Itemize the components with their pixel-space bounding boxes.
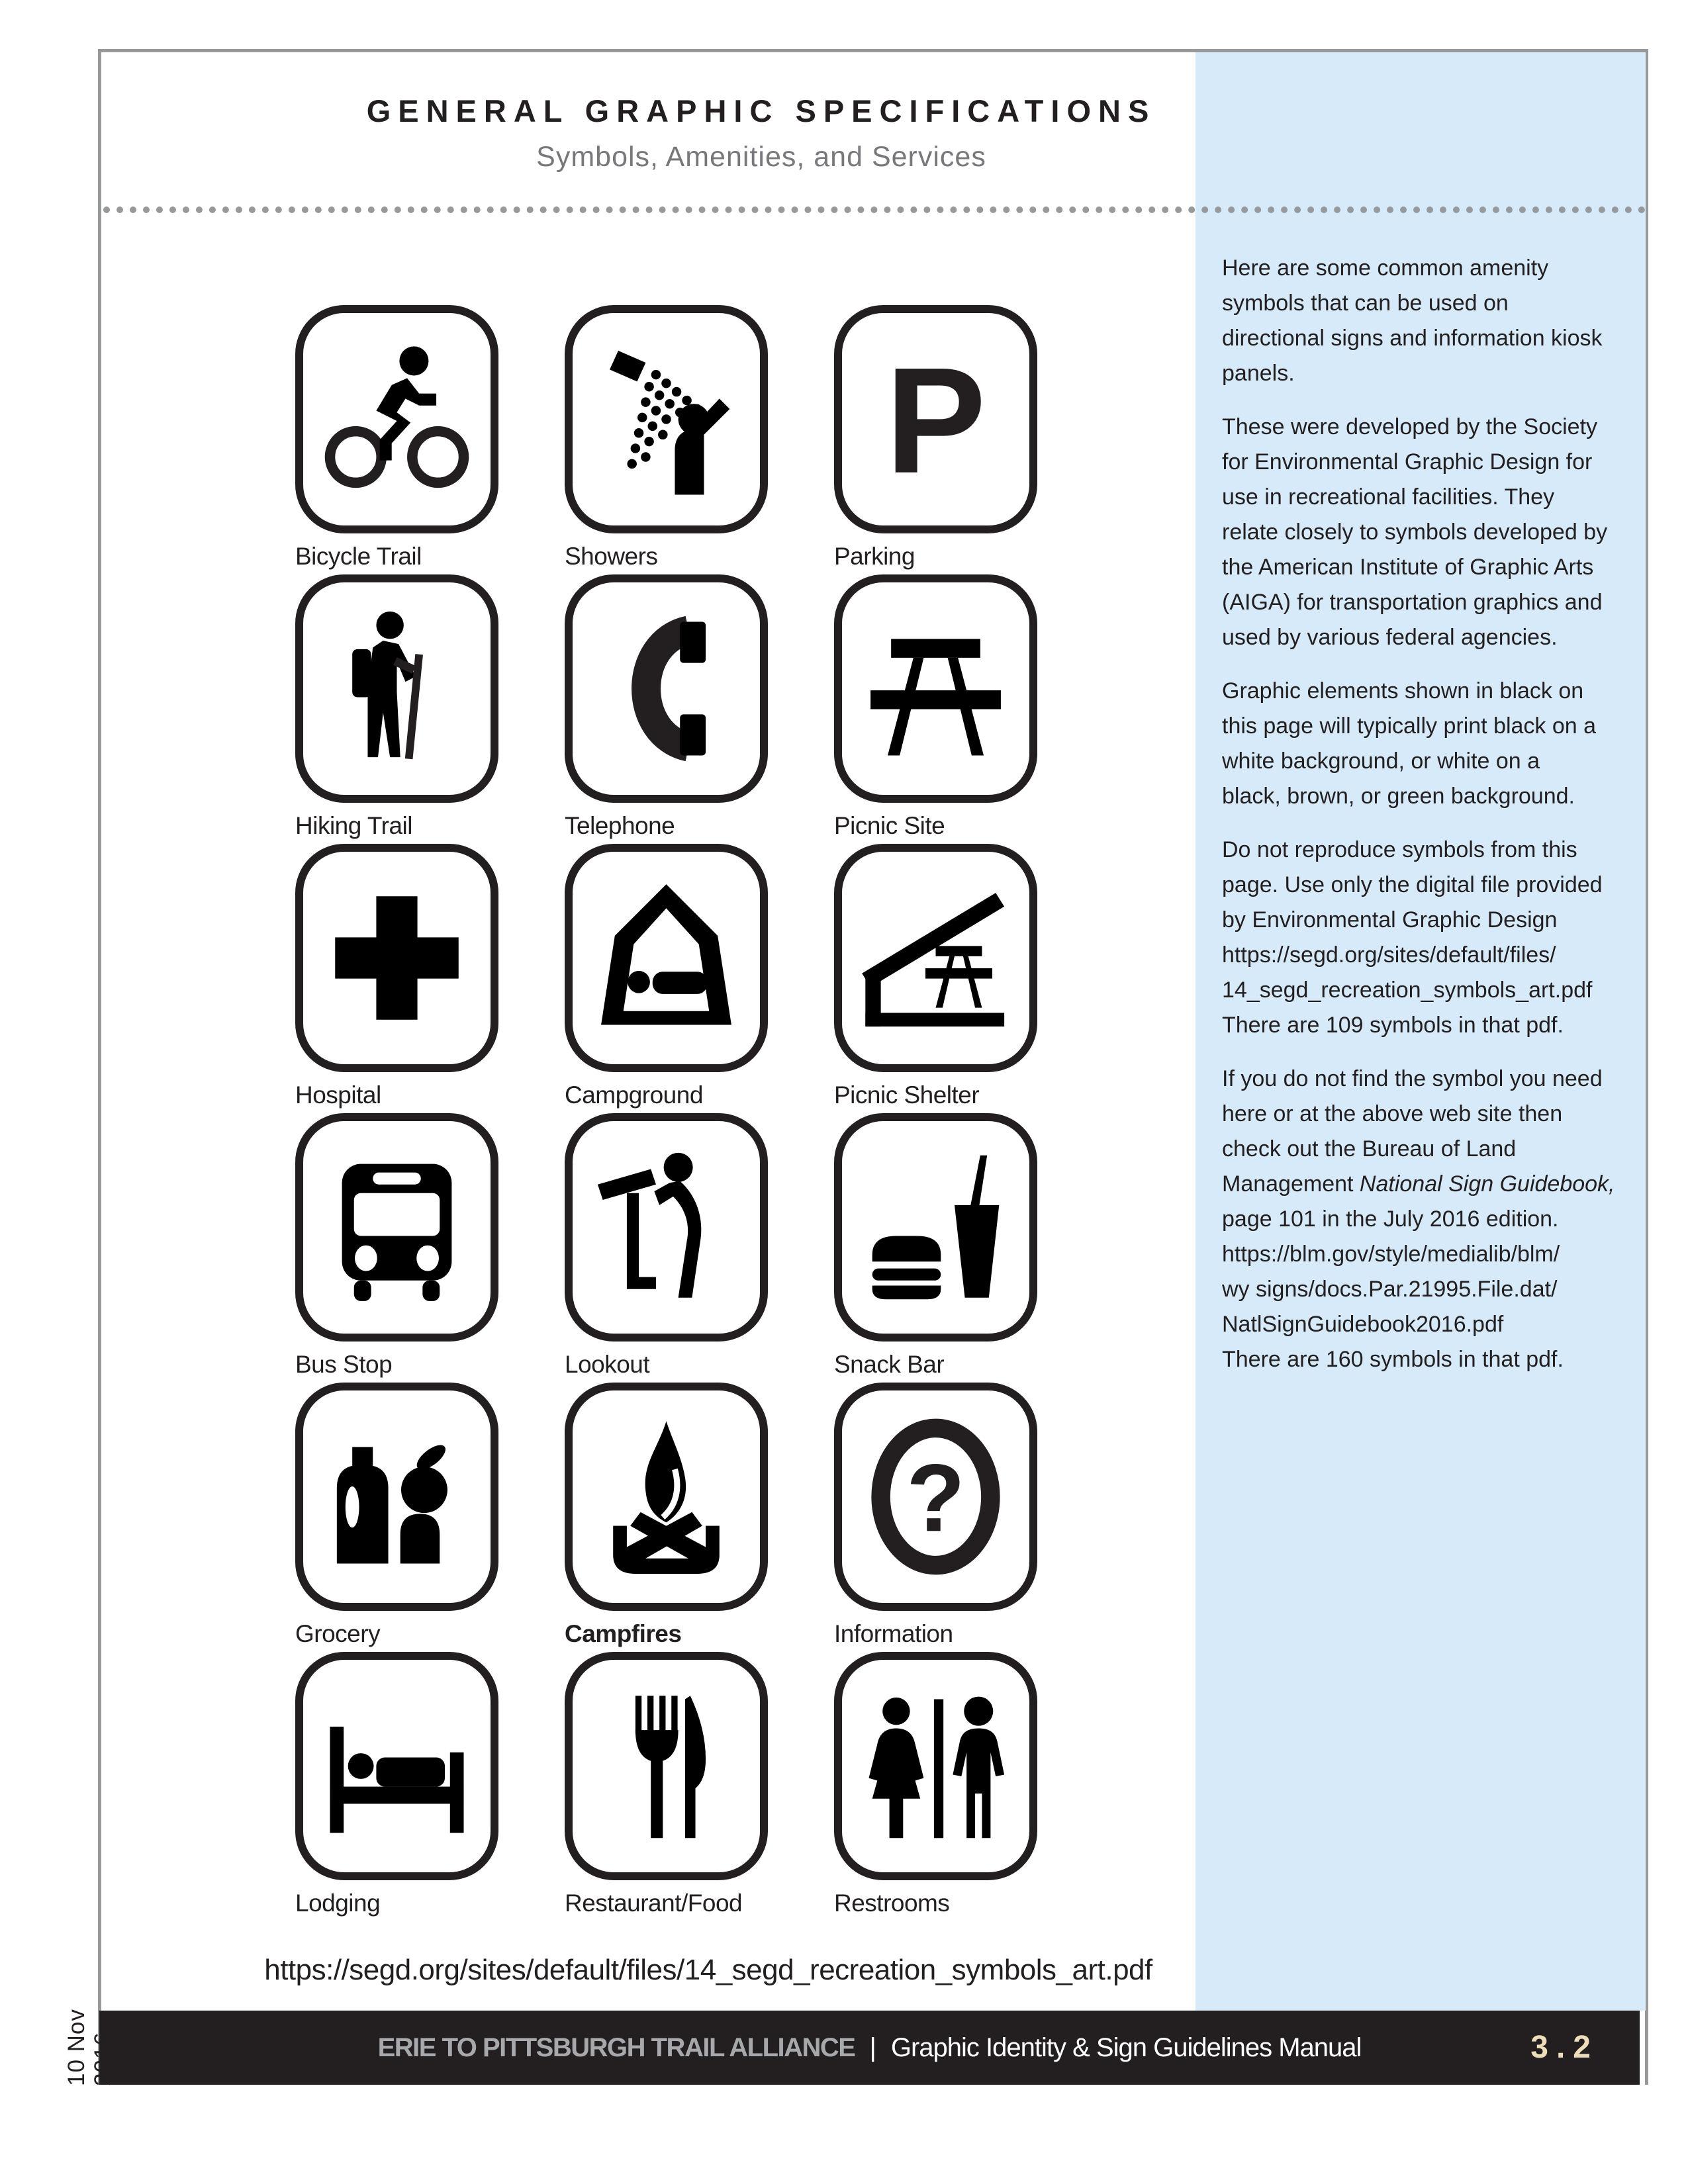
symbol-cell-bus-stop xyxy=(295,1113,534,1379)
grocery-pictogram xyxy=(311,1400,483,1594)
restaurant-food-icon xyxy=(565,1652,768,1880)
sidebar-text-line: wy signs/docs.Par.21995.File.dat/ xyxy=(1222,1277,1558,1302)
sidebar-text-line: directional signs and information kiosk xyxy=(1222,326,1603,351)
svg-text:P: P xyxy=(885,336,986,505)
symbol-label: Bicycle Trail xyxy=(295,543,422,570)
symbol-label: Lodging xyxy=(295,1889,381,1917)
hiking-trail-pictogram xyxy=(311,592,483,786)
sidebar-text-line: These were developed by the Society xyxy=(1222,414,1598,439)
symbol-cell-lookout xyxy=(565,1113,803,1379)
symbol-cell-grocery xyxy=(295,1383,534,1648)
sidebar-text-line: There are 109 symbols in that pdf. xyxy=(1222,1013,1564,1038)
parking-pictogram xyxy=(850,322,1021,516)
campground-icon xyxy=(565,844,768,1072)
hospital-pictogram xyxy=(311,861,483,1055)
symbol-cell-parking xyxy=(834,305,1072,570)
page-number: 3.2 xyxy=(1530,2030,1599,2065)
sidebar-text-line: symbols that can be used on xyxy=(1222,291,1509,316)
sidebar-text-line: the American Institute of Graphic Arts xyxy=(1222,555,1594,580)
symbol-label: Restrooms xyxy=(834,1889,950,1917)
symbol-cell-lodging xyxy=(295,1652,534,1917)
picnic-site-icon xyxy=(834,574,1037,803)
sidebar-text-line: this page will typically print black on a xyxy=(1222,713,1597,739)
campfires-pictogram xyxy=(581,1400,752,1594)
sidebar-text-line: here or at the above web site then xyxy=(1222,1101,1563,1126)
sidebar-text-line: https://blm.gov/style/medialib/blm/ xyxy=(1222,1242,1560,1267)
symbol-label: Picnic Shelter xyxy=(834,1081,980,1109)
sidebar-panel xyxy=(1196,52,1646,2011)
symbol-label: Showers xyxy=(565,543,658,570)
picnic-shelter-pictogram xyxy=(850,861,1021,1055)
sidebar-text-line: by Environmental Graphic Design xyxy=(1222,907,1558,933)
hospital-icon xyxy=(295,844,498,1072)
picnic-shelter-icon xyxy=(834,844,1037,1072)
bus-stop-icon xyxy=(295,1113,498,1342)
symbol-cell-hospital xyxy=(295,844,534,1109)
sidebar-paragraph xyxy=(1222,410,1623,655)
symbol-label: Campfires xyxy=(565,1620,682,1647)
symbol-cell-campfires xyxy=(565,1383,803,1648)
svg-text:?: ? xyxy=(906,1444,965,1552)
symbol-label: Grocery xyxy=(295,1620,381,1647)
page-subtitle: Symbols, Amenities, and Services xyxy=(536,141,986,173)
footer-separator: | xyxy=(869,2033,876,2062)
footer-alliance: ERIE TO PITTSBURGH TRAIL ALLIANCE xyxy=(377,2033,855,2062)
bicycle-trail-pictogram xyxy=(311,322,483,516)
date-stamp: 10 Nov 2016 xyxy=(64,2009,116,2086)
sidebar-paragraph xyxy=(1222,251,1623,391)
sidebar-paragraph xyxy=(1222,1062,1623,1377)
sidebar-text-line: check out the Bureau of Land xyxy=(1222,1136,1517,1161)
symbol-label: Hospital xyxy=(295,1081,381,1109)
symbol-cell-telephone xyxy=(565,574,803,840)
symbol-cell-picnic-shelter xyxy=(834,844,1072,1109)
sidebar-text-line: https://segd.org/sites/default/files/ xyxy=(1222,942,1556,968)
symbol-cell-showers xyxy=(565,305,803,570)
showers-icon xyxy=(565,305,768,533)
symbol-label: Lookout xyxy=(565,1351,650,1378)
symbol-cell-restaurant-food xyxy=(565,1652,803,1917)
header xyxy=(271,93,1251,173)
sidebar-text-line: used by various federal agencies. xyxy=(1222,625,1558,650)
symbol-label: Bus Stop xyxy=(295,1351,393,1378)
symbol-label: Information xyxy=(834,1620,953,1647)
sidebar-text-line: Graphic elements shown in black on xyxy=(1222,678,1584,704)
lodging-pictogram xyxy=(311,1669,483,1863)
symbol-cell-snack-bar xyxy=(834,1113,1072,1379)
sidebar-text-line: relate closely to symbols developed by xyxy=(1222,520,1608,545)
sidebar-text-line: If you do not find the symbol you need xyxy=(1222,1066,1603,1091)
sidebar-text-line: (AIGA) for transportation graphics and xyxy=(1222,590,1603,615)
showers-pictogram xyxy=(581,322,752,516)
symbol-cell-picnic-site xyxy=(834,574,1072,840)
sidebar-text-line: page 101 in the July 2016 edition. xyxy=(1222,1206,1559,1232)
lookout-icon xyxy=(565,1113,768,1342)
telephone-icon xyxy=(565,574,768,803)
symbol-cell-information xyxy=(834,1383,1072,1648)
snack-bar-icon xyxy=(834,1113,1037,1342)
grocery-icon xyxy=(295,1383,498,1611)
bus-stop-pictogram xyxy=(311,1130,483,1324)
snack-bar-pictogram xyxy=(850,1130,1021,1324)
lookout-pictogram xyxy=(581,1130,752,1324)
sidebar-text-line: black, brown, or green background. xyxy=(1222,784,1575,809)
sidebar-paragraph xyxy=(1222,833,1623,1043)
hiking-trail-icon xyxy=(295,574,498,803)
sidebar-paragraph xyxy=(1222,674,1623,814)
footer-bar xyxy=(99,2011,1640,2085)
sidebar-text-line: panels. xyxy=(1222,361,1295,386)
bicycle-trail-icon xyxy=(295,305,498,533)
sidebar-text-line: white background, or white on a xyxy=(1222,749,1540,774)
sidebar-text-line: Do not reproduce symbols from this xyxy=(1222,837,1577,862)
symbol-label: Campground xyxy=(565,1081,703,1109)
sidebar-text-line: Here are some common amenity xyxy=(1222,255,1549,281)
information-pictogram xyxy=(850,1400,1021,1594)
symbol-label: Restaurant/Food xyxy=(565,1889,743,1917)
page-title: GENERAL GRAPHIC SPECIFICATIONS xyxy=(366,93,1156,128)
symbol-cell-bicycle-trail xyxy=(295,305,534,570)
symbol-label: Snack Bar xyxy=(834,1351,945,1378)
restrooms-icon xyxy=(834,1652,1037,1880)
lodging-icon xyxy=(295,1652,498,1880)
sidebar-text-line: for Environmental Graphic Design for xyxy=(1222,449,1593,475)
sidebar-text-line: page. Use only the digital file provided xyxy=(1222,872,1603,897)
symbol-label: Picnic Site xyxy=(834,812,945,839)
restrooms-pictogram xyxy=(850,1669,1021,1863)
footer-manual: Graphic Identity & Sign Guidelines Manual xyxy=(890,2033,1362,2062)
telephone-pictogram xyxy=(581,592,752,786)
sidebar-text-line: 14_segd_recreation_symbols_art.pdf xyxy=(1222,978,1593,1003)
sidebar-text-line: use in recreational facilities. They xyxy=(1222,484,1555,510)
sidebar-text-line: There are 160 symbols in that pdf. xyxy=(1222,1347,1564,1372)
sidebar-text-line: Management National Sign Guidebook, xyxy=(1222,1171,1615,1197)
source-url: https://segd.org/sites/default/files/14_segd_recreation_symbols_art.pdf xyxy=(264,1954,1152,1986)
symbol-label: Telephone xyxy=(565,812,675,839)
sidebar-text-line: NatlSignGuidebook2016.pdf xyxy=(1222,1312,1504,1337)
symbol-cell-campground xyxy=(565,844,803,1109)
campground-pictogram xyxy=(581,861,752,1055)
symbol-label: Parking xyxy=(834,543,915,570)
picnic-site-pictogram xyxy=(850,592,1021,786)
symbol-cell-hiking-trail xyxy=(295,574,534,840)
restaurant-food-pictogram xyxy=(581,1669,752,1863)
symbol-cell-restrooms xyxy=(834,1652,1072,1917)
dotted-separator xyxy=(103,206,1646,213)
campfires-icon xyxy=(565,1383,768,1611)
symbol-label: Hiking Trail xyxy=(295,812,412,839)
information-icon xyxy=(834,1383,1037,1611)
parking-icon xyxy=(834,305,1037,533)
